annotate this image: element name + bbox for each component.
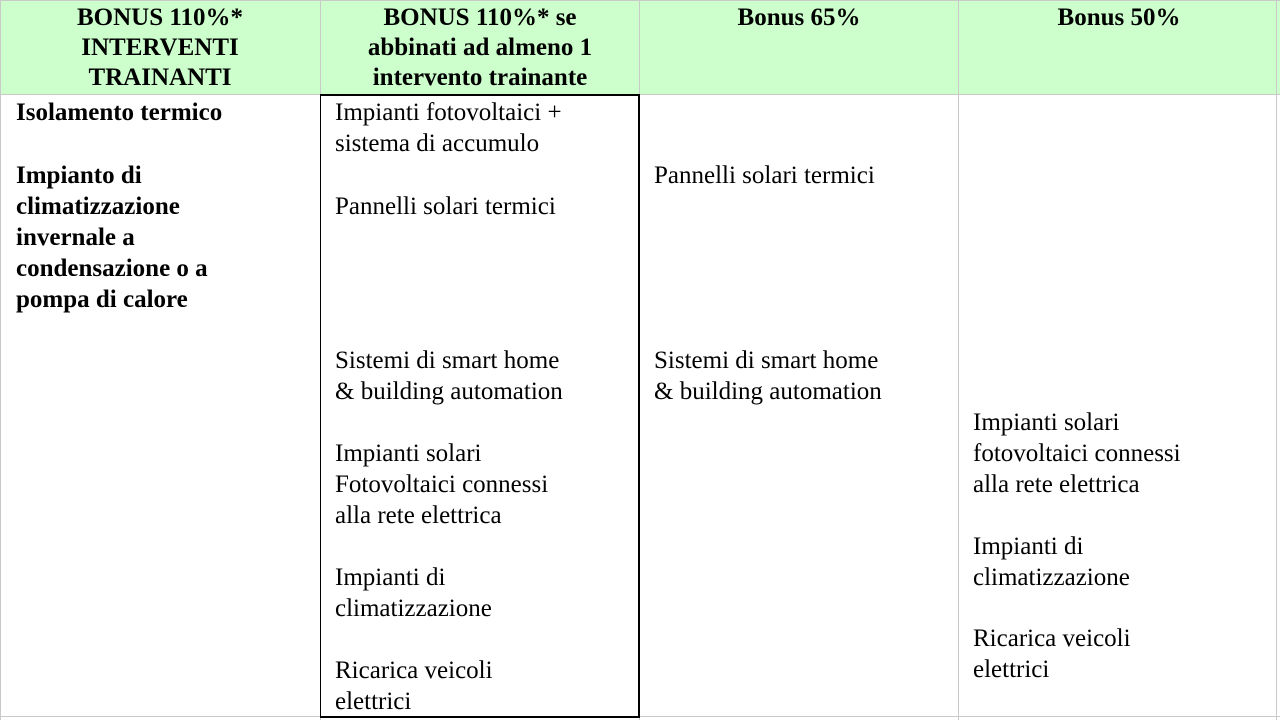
item-impianti-climatizzazione: Impianti di climatizzazione [335,564,492,622]
header-bonus-65: Bonus 65% [640,0,958,94]
cell-border [320,94,321,718]
grid-line [0,0,1,720]
item-pannelli-solari-termici: Pannelli solari termici [654,162,875,189]
column-bonus-50 [958,0,1280,720]
grid-line [0,94,1280,95]
cell-border [638,94,640,718]
header-bonus-50: Bonus 50% [958,0,1280,94]
grid-line [1276,0,1277,720]
item-ricarica-veicoli: Ricarica veicoli elettrici [335,657,493,715]
item-ricarica-veicoli: Ricarica veicoli elettrici [973,625,1131,683]
cell-border [320,716,640,718]
item-solari-fotovoltaici-rete: Impianti solari fotovoltaici connessi alla rete elettrica [973,409,1181,498]
item-isolamento-termico: Isolamento termico [16,99,223,126]
header-bonus-110-trainanti: BONUS 110%* INTERVENTI TRAINANTI [0,0,320,94]
item-smart-home: Sistemi di smart home & building automation [654,347,882,405]
cell-border [320,94,640,96]
column-abbinati-trainante [320,0,640,720]
grid-line [0,0,1280,1]
header-bonus-110-abbinati: BONUS 110%* se abbinati ad almeno 1 intervento trainante [320,0,640,94]
grid-line [0,716,1280,717]
item-smart-home: Sistemi di smart home & building automation [335,347,563,405]
column-bonus-65 [640,0,958,720]
grid-line [958,0,959,720]
item-solari-fotovoltaici-rete: Impianti solari Fotovoltaici connessi alla rete elettrica [335,440,549,529]
item-impianti-climatizzazione: Impianti di climatizzazione [973,533,1130,591]
column-interventi-trainanti [0,0,320,720]
item-impianto-climatizzazione-invernale: Impianto di climatizzazione invernale a condensazione o a pompa di calore [16,162,208,313]
item-fotovoltaici-accumulo: Impianti fotovoltaici + sistema di accumulo [335,99,562,157]
item-pannelli-solari-termici: Pannelli solari termici [335,193,556,220]
